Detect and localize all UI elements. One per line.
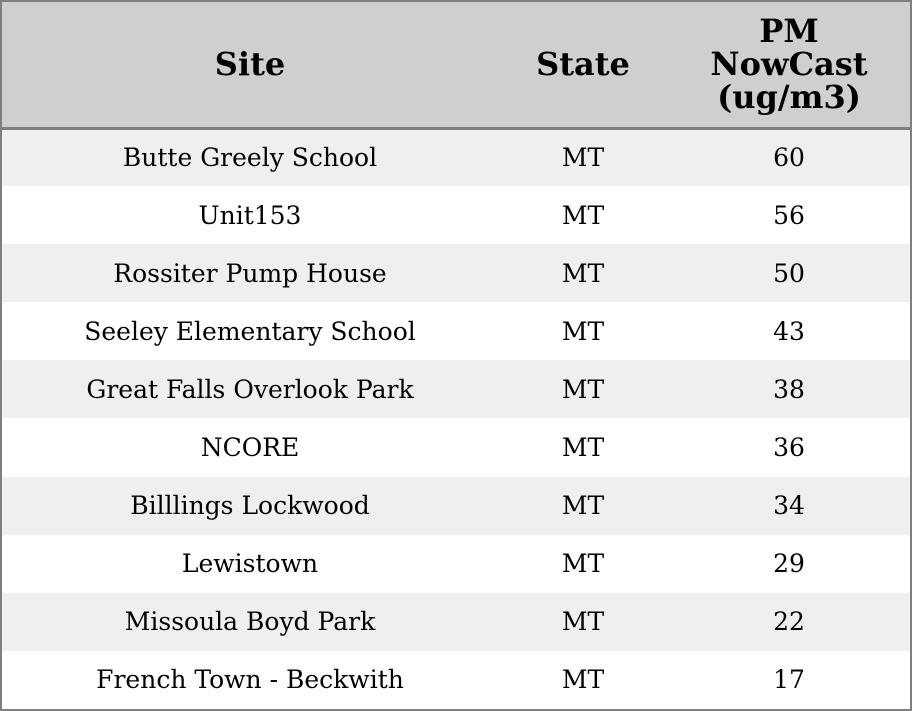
cell-state: MT — [561, 200, 605, 230]
cell-state: MT — [561, 433, 605, 463]
header-state: State — [498, 2, 668, 128]
cell-site: Lewistown — [181, 549, 319, 579]
cell-site: Rossiter Pump House — [113, 258, 387, 288]
cell-site: Butte Greely School — [122, 143, 378, 173]
table-body — [2, 128, 910, 709]
header-row — [2, 2, 910, 128]
table-row — [2, 535, 910, 593]
cell-site: Unit153 — [198, 200, 302, 230]
cell-site: Seeley Elementary School — [84, 316, 416, 346]
cell-pm-nowcast: 17 — [773, 665, 805, 695]
table-header — [2, 2, 910, 128]
cell-site: Billlings Lockwood — [130, 491, 370, 521]
cell-pm-nowcast: 38 — [773, 374, 805, 404]
table-row — [2, 477, 910, 535]
table-row — [2, 302, 910, 360]
cell-state: MT — [561, 143, 605, 173]
cell-site: French Town - Beckwith — [96, 665, 404, 695]
table-row — [2, 186, 910, 244]
cell-pm-nowcast: 34 — [773, 491, 805, 521]
cell-site: NCORE — [200, 433, 300, 463]
cell-pm-nowcast: 60 — [773, 143, 805, 173]
cell-site: Missoula Boyd Park — [124, 607, 376, 637]
cell-site: Great Falls Overlook Park — [86, 374, 414, 404]
cell-state: MT — [561, 491, 605, 521]
cell-state: MT — [561, 316, 605, 346]
cell-pm-nowcast: 50 — [773, 258, 805, 288]
cell-state: MT — [561, 258, 605, 288]
cell-pm-nowcast: 56 — [773, 200, 805, 230]
cell-pm-nowcast: 43 — [773, 316, 805, 346]
table-row — [2, 418, 910, 476]
cell-pm-nowcast: 36 — [773, 433, 805, 463]
header-site: Site — [2, 2, 498, 128]
header-pm-nowcast — [668, 2, 910, 128]
cell-pm-nowcast: 22 — [773, 607, 805, 637]
header-pm-line-3: (ug/m3) — [717, 77, 861, 116]
cell-state: MT — [561, 607, 605, 637]
pm-nowcast-table — [2, 2, 910, 709]
header-pm-line-2: NowCast — [710, 44, 868, 83]
table-row — [2, 128, 910, 186]
table-row — [2, 651, 910, 709]
cell-state: MT — [561, 549, 605, 579]
table-row — [2, 244, 910, 302]
cell-state: MT — [561, 665, 605, 695]
table-row — [2, 360, 910, 418]
header-pm-line-1: PM — [759, 11, 819, 50]
cell-state: MT — [561, 374, 605, 404]
table-row — [2, 593, 910, 651]
cell-pm-nowcast: 29 — [773, 549, 805, 579]
